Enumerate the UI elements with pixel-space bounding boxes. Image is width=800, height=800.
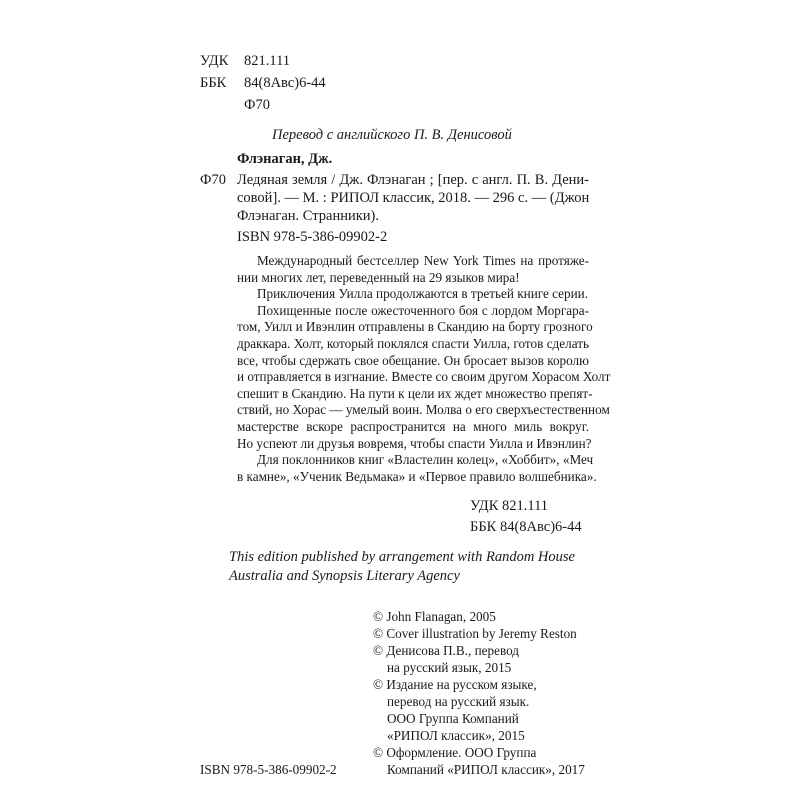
annotation-line: спешит в Скандию. На пути к цели их ждет множество препят- bbox=[237, 385, 593, 401]
annotation bbox=[237, 253, 611, 488]
edition-note-line1: This edition published by arrangement with Random House bbox=[229, 549, 575, 565]
annotation-line: Для поклонников книг «Властелин колец», «Хоббит», «Меч bbox=[257, 452, 594, 468]
bbk-value: 84(8Авс)6-44 bbox=[244, 75, 326, 91]
annotation-line: и отправляется в изгнание. Вместе со своим другом Хорасом Холт bbox=[237, 369, 611, 385]
bib-author: Флэнаган, Дж. bbox=[237, 151, 333, 167]
annotation-line: ствий, но Хорас — умелый воин. Молва о его сверхъестественном bbox=[237, 402, 610, 418]
bib-line: Флэнаган. Странники). bbox=[237, 208, 379, 224]
annotation-line: Международный бестселлер New York Times на протяже- bbox=[257, 253, 589, 268]
copyright-line: © Денисова П.В., перевод bbox=[373, 643, 520, 658]
udk-label: УДК bbox=[200, 53, 229, 69]
bbk-label: ББК bbox=[200, 75, 227, 91]
translation-note: Перевод с английского П. В. Денисовой bbox=[272, 127, 512, 143]
annotation-line: в камне», «Ученик Ведьмака» и «Первое правило волшебника». bbox=[237, 468, 597, 484]
annotation-line: Похищенные после ожесточенного боя с лордом Моргара- bbox=[257, 302, 589, 318]
annotation-line: нии многих лет, переведенный на 29 языков мира! bbox=[237, 269, 520, 285]
annotation-line: Приключения Уилла продолжаются в третьей книге серии. bbox=[257, 286, 589, 302]
annotation-line: драккара. Холт, который поклялся спасти Уилла, готов сделать bbox=[237, 336, 589, 351]
udk-line bbox=[200, 52, 290, 70]
edition-note-line2: Australia and Synopsis Literary Agency bbox=[229, 568, 460, 584]
udk-bottom: УДК 821.111 bbox=[470, 498, 549, 514]
copyright-line: «РИПОЛ классик», 2015 bbox=[387, 728, 525, 743]
annotation-line: мастерстве вскоре распространится на много миль вокруг. bbox=[237, 419, 589, 434]
bib-line: Ледяная земля / Дж. Флэнаган ; [пер. с англ. П. В. Дени- bbox=[237, 172, 589, 188]
bbk-bottom: ББК 84(8Авс)6-44 bbox=[470, 519, 582, 535]
bib-code: Ф70 bbox=[200, 172, 226, 188]
udk-value: 821.111 bbox=[244, 53, 291, 69]
copyright-line: © John Flanagan, 2005 bbox=[373, 609, 496, 624]
bib-description bbox=[237, 171, 589, 225]
copyright-line: перевод на русский язык. bbox=[387, 694, 530, 709]
copyright-line: Компаний «РИПОЛ классик», 2017 bbox=[387, 762, 585, 777]
bbk-line bbox=[200, 74, 326, 92]
copyright-line: © Cover illustration by Jeremy Reston bbox=[373, 626, 577, 641]
bib-line: совой]. — М. : РИПОЛ классик, 2018. — 296 с. — (Джон bbox=[237, 190, 590, 206]
copyright-line: на русский язык, 2015 bbox=[387, 660, 512, 675]
copyright-line: ООО Группа Компаний bbox=[387, 711, 519, 726]
bib-isbn: ISBN 978-5-386-09902-2 bbox=[237, 229, 388, 245]
annotation-line: Но успеют ли друзья вовремя, чтобы спасти Уилла и Ивэнлин? bbox=[237, 435, 592, 451]
annotation-line: все, чтобы сдержать свое обещание. Он бросает вызов королю bbox=[237, 352, 589, 368]
copyright-line: © Издание на русском языке, bbox=[373, 677, 537, 692]
copyright-line: © Оформление. ООО Группа bbox=[373, 745, 537, 760]
author-code-top: Ф70 bbox=[244, 97, 270, 113]
annotation-line: том, Уилл и Ивэнлин отправлены в Скандию на борту грозного bbox=[237, 319, 593, 335]
footer-isbn: ISBN 978-5-386-09902-2 bbox=[200, 762, 337, 777]
